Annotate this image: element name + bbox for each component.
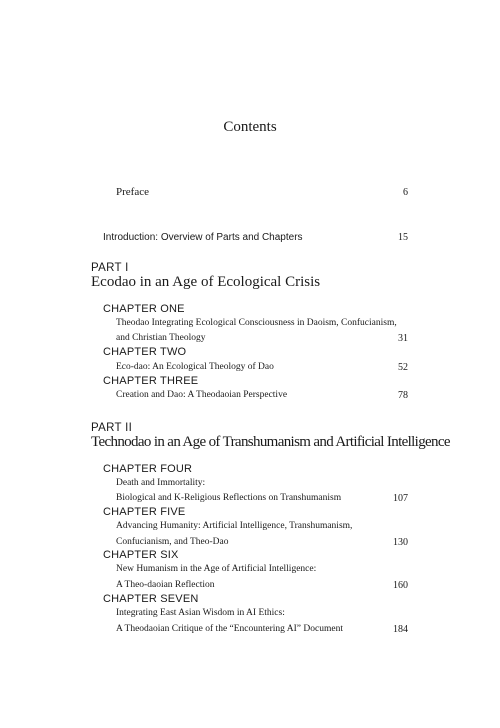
chapter-title-line: Creation and Dao: A Theodaoian Perspective — [116, 390, 288, 400]
chapter-title-line: New Humanism in the Age of Artificial Intelligence: — [116, 564, 317, 574]
chapter-title-line: Biological and K-Religious Reflections on Transhumanism — [116, 493, 342, 503]
chapter-page: 184 — [393, 624, 408, 635]
chapter-title-line: Advancing Humanity: Artificial Intelligence, Transhumanism, — [116, 521, 353, 531]
chapter-label: CHAPTER SEVEN — [103, 593, 199, 605]
chapter-page: 160 — [393, 580, 408, 591]
part-label: PART I — [91, 262, 129, 274]
chapter-page: 78 — [398, 390, 408, 401]
part-title: Ecodao in an Age of Ecological Crisis — [91, 274, 321, 290]
chapter-title-line: Death and Immortality: — [116, 478, 206, 488]
chapter-title-line: A Theodaoian Critique of the “Encountering AI” Document — [116, 624, 343, 634]
preface-label: Preface — [116, 186, 149, 198]
chapter-title-line: A Theo-daoian Reflection — [116, 580, 215, 590]
part-title: Technodao in an Age of Transhumanism and Artificial Intelligence — [91, 434, 450, 450]
chapter-label: CHAPTER SIX — [103, 549, 179, 561]
chapter-label: CHAPTER FOUR — [103, 463, 193, 475]
chapter-label: CHAPTER ONE — [103, 303, 185, 315]
chapter-title-line: Integrating East Asian Wisdom in AI Ethics: — [116, 608, 285, 618]
chapter-label: CHAPTER THREE — [103, 375, 199, 387]
chapter-page: 107 — [393, 493, 408, 504]
chapter-page: 52 — [398, 362, 408, 373]
chapter-page: 31 — [398, 333, 408, 344]
chapter-label: CHAPTER FIVE — [103, 506, 186, 518]
page-title: Contents — [223, 119, 277, 135]
chapter-page: 130 — [393, 537, 408, 548]
chapter-title-line: Eco-dao: An Ecological Theology of Dao — [116, 362, 274, 372]
preface-page: 6 — [403, 187, 408, 198]
chapter-title-line: and Christian Theology — [116, 333, 206, 343]
chapter-title-line: Theodao Integrating Ecological Consciousness in Daoism, Confucianism, — [116, 318, 397, 328]
part-label: PART II — [91, 422, 133, 434]
introduction-page: 15 — [398, 232, 408, 243]
introduction-label: Introduction: Overview of Parts and Chapters — [103, 232, 303, 243]
chapter-title-line: Confucianism, and Theo-Dao — [116, 537, 229, 547]
chapter-label: CHAPTER TWO — [103, 346, 187, 358]
